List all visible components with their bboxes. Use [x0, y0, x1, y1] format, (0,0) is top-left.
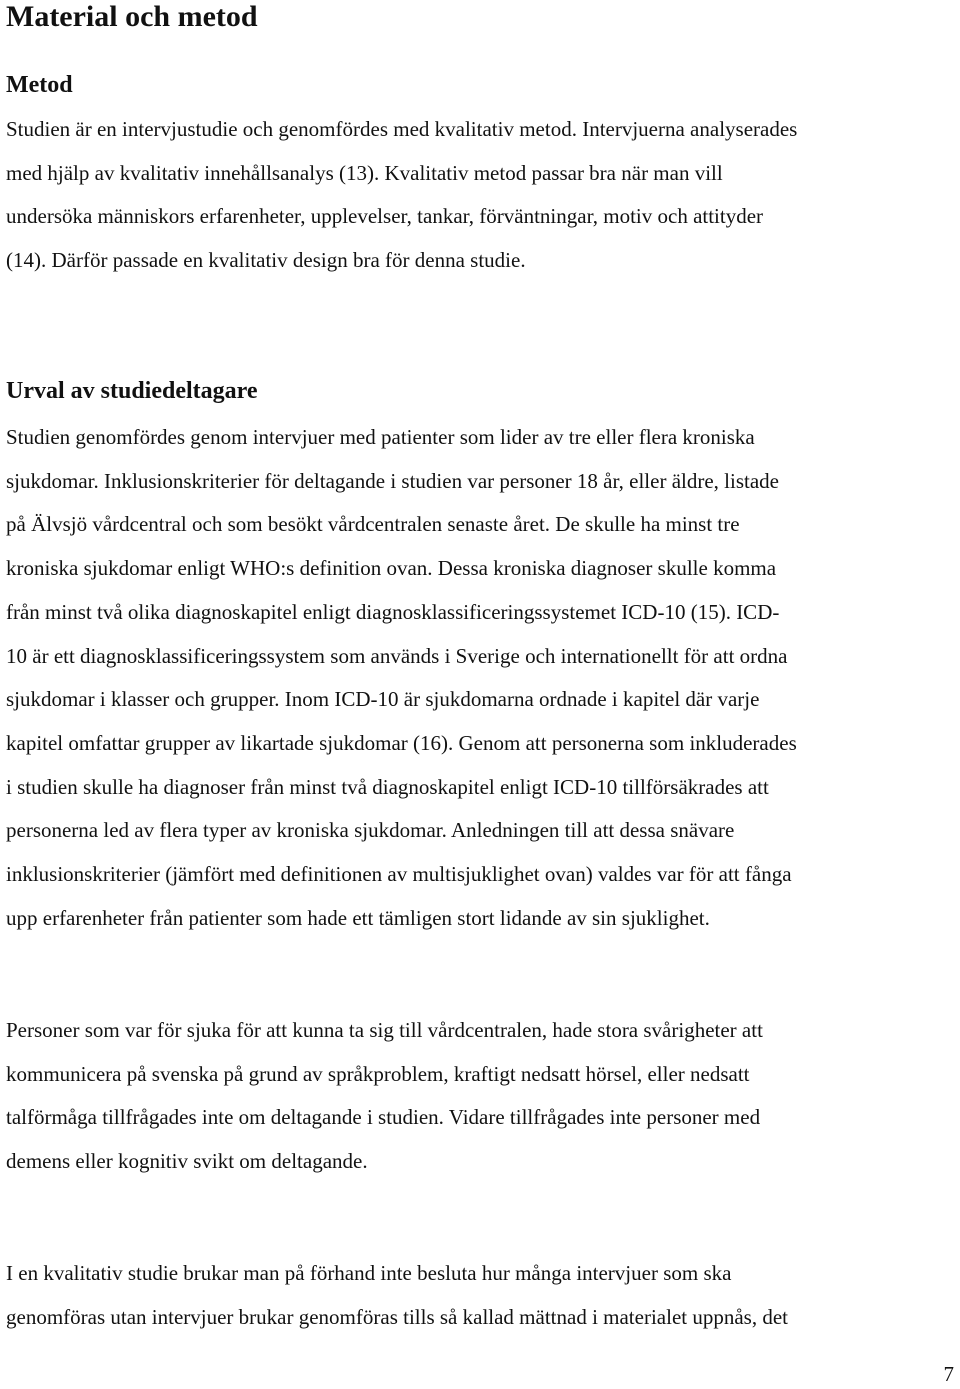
paragraph-line: sjukdomar. Inklusionskriterier för deltagande i studien var personer 18 år, eller äldre, listade	[6, 468, 779, 493]
paragraph-line: upp erfarenheter från patienter som hade ett tämligen stort lidande av sin sjuklighet.	[6, 905, 710, 930]
paragraph-urval	[6, 416, 797, 940]
paragraph-line: med hjälp av kvalitativ innehållsanalys (13). Kvalitativ metod passar bra när man vill	[6, 160, 723, 185]
subheading-urval: Urval av studiedeltagare	[6, 378, 258, 404]
paragraph-line: Studien genomfördes genom intervjuer med patienter som lider av tre eller flera kroniska	[6, 425, 755, 449]
paragraph-line: genomföras utan intervjuer brukar genomföras tills så kallad mättnad i materialet uppnås, det	[6, 1304, 789, 1329]
paragraph-line: kroniska sjukdomar enligt WHO:s definition ovan. Dessa kroniska diagnoser skulle komma	[6, 556, 777, 581]
paragraph-line: Studien är en intervjustudie och genomfördes med kvalitativ metod. Intervjuerna analyserades	[6, 117, 798, 141]
subheading-metod: Metod	[6, 72, 73, 98]
paragraph-line: kapitel omfattar grupper av likartade sjukdomar (16). Genom att personerna som inkluderades	[6, 730, 797, 755]
paragraph-line: sjukdomar i klasser och grupper. Inom ICD-10 är sjukdomarna ordnade i kapitel där varje	[6, 687, 760, 712]
page-number: 7	[943, 1362, 954, 1386]
paragraph-line: personerna led av flera typer av kroniska sjukdomar. Anledningen till att dessa snävare	[6, 818, 735, 843]
paragraph-line: I en kvalitativ studie brukar man på förhand inte besluta hur många intervjuer som ska	[6, 1261, 732, 1285]
paragraph-line: Personer som var för sjuka för att kunna ta sig till vårdcentralen, hade stora svårigheter att	[6, 1018, 763, 1042]
paragraph-line: undersöka människors erfarenheter, upplevelser, tankar, förväntningar, motiv och attityder	[6, 204, 764, 229]
paragraph-line: kommunicera på svenska på grund av språkproblem, kraftigt nedsatt hörsel, eller nedsatt	[6, 1061, 750, 1086]
paragraph-line: demens eller kognitiv svikt om deltagande.	[6, 1149, 368, 1174]
paragraph-saturation	[6, 1252, 788, 1339]
paragraph-exclusion	[6, 1009, 763, 1184]
paragraph-line: från minst två olika diagnoskapitel enligt diagnosklassificeringssystemet ICD-10 (15). ICD-	[6, 599, 780, 624]
paragraph-line: i studien skulle ha diagnoser från minst två diagnoskapitel enligt ICD-10 tillförsäkrades att	[6, 774, 769, 799]
paragraph-metod	[6, 108, 797, 283]
paragraph-line: (14). Därför passade en kvalitativ design bra för denna studie.	[6, 248, 526, 273]
paragraph-line: 10 är ett diagnosklassificeringssystem som används i Sverige och internationellt för att ordna	[6, 643, 788, 668]
paragraph-line: talförmåga tillfrågades inte om deltagande i studien. Vidare tillfrågades inte personer med	[6, 1105, 761, 1130]
paragraph-line: inklusionskriterier (jämfört med definitionen av multisjuklighet ovan) valdes var för att fånga	[6, 862, 792, 887]
paragraph-line: på Älvsjö vårdcentral och som besökt vårdcentralen senaste året. De skulle ha minst tre	[6, 512, 740, 537]
section-title: Material och metod	[6, 0, 258, 33]
